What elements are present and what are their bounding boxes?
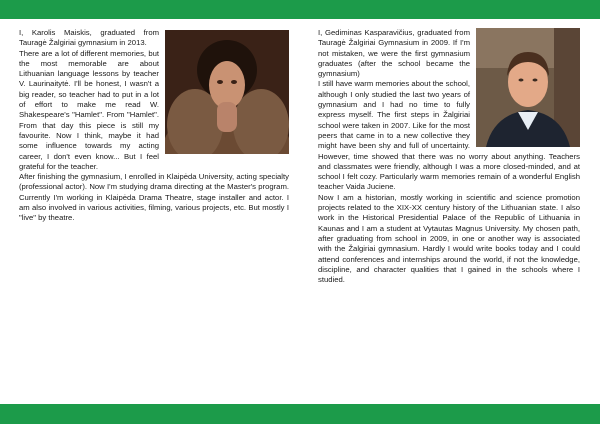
right-column [318, 28, 580, 285]
left-paragraph: I, Karolis Maiskis, graduated from Tauragė Žalgiriai gymnasium in 2013. [19, 28, 159, 48]
left-paragraph: There are a lot of different memories, but the most memorable are about Lithuanian language lessons by teacher V. Laurinaitytė. I'll be honest, I wasn't a big reader, so teacher had to put in a lot of effort to make me read W. Shakespeare's "Hamlet". From "Hamlet". From that day this piece is still my favourite. Now I think, maybe it had some influence towards my acting career, I don't even know... But I feel grateful for the teacher. [19, 48, 159, 171]
portrait-photo-karolis [165, 30, 289, 154]
bottom-accent-bar [0, 404, 600, 424]
right-paragraph: I, Gediminas Kasparavičius, graduated from Tauragė Žalgiriai Gymnasium in 2009. If I'm not mistaken, we were the first gymnasium graduates (after the school became the gymnasium) [318, 28, 470, 79]
right-paragraph: Now I am a historian, mostly working in scientific and science promotion projects related to the XIX-XX century history of the Lithuanian state. I also work in the Historical Presidential Palace of the Republic of Lithuania in Kaunas and I am a student at Vytautas Magnus University. My chosen path, after graduating from school in 2009, in one or another way is associated with the Žalgiriai gymnasium. Hardly I would write books today and I could attend conferences and internships around the world, if not the knowledge, discipline, and character qualities that I gained in the schools where I studied. [318, 192, 580, 285]
portrait-photo-gediminas [476, 28, 580, 147]
left-column [19, 28, 289, 224]
top-accent-bar [0, 0, 600, 19]
right-paragraph: I still have warm memories about the school, although I only studied the last two years of gymnasium and I had no time to fully express myself. The first steps in Žalgiriai school were taken in 2007. Like for the most peers that came in to a new collective they might have been shy and full of uncertainty. However, time showed that there was no worry about anything. Teachers and classmates were friendly, although I was a more closed-minded, and at school I felt cozy. Particularly warm memories remain of a wonderful English teacher Vaida Juciene. [318, 79, 580, 192]
left-paragraph: After finishing the gymnasium, I enrolled in Klaipėda University, acting specialty (professional actor). Now I'm studying drama directing at the Master's program. Currently I'm working in Klaipėda Drama Theatre, stage installer and actor. I am also involved in various activities, filming, various projects, etc. But mostly I "live" by theatre. [19, 172, 289, 223]
